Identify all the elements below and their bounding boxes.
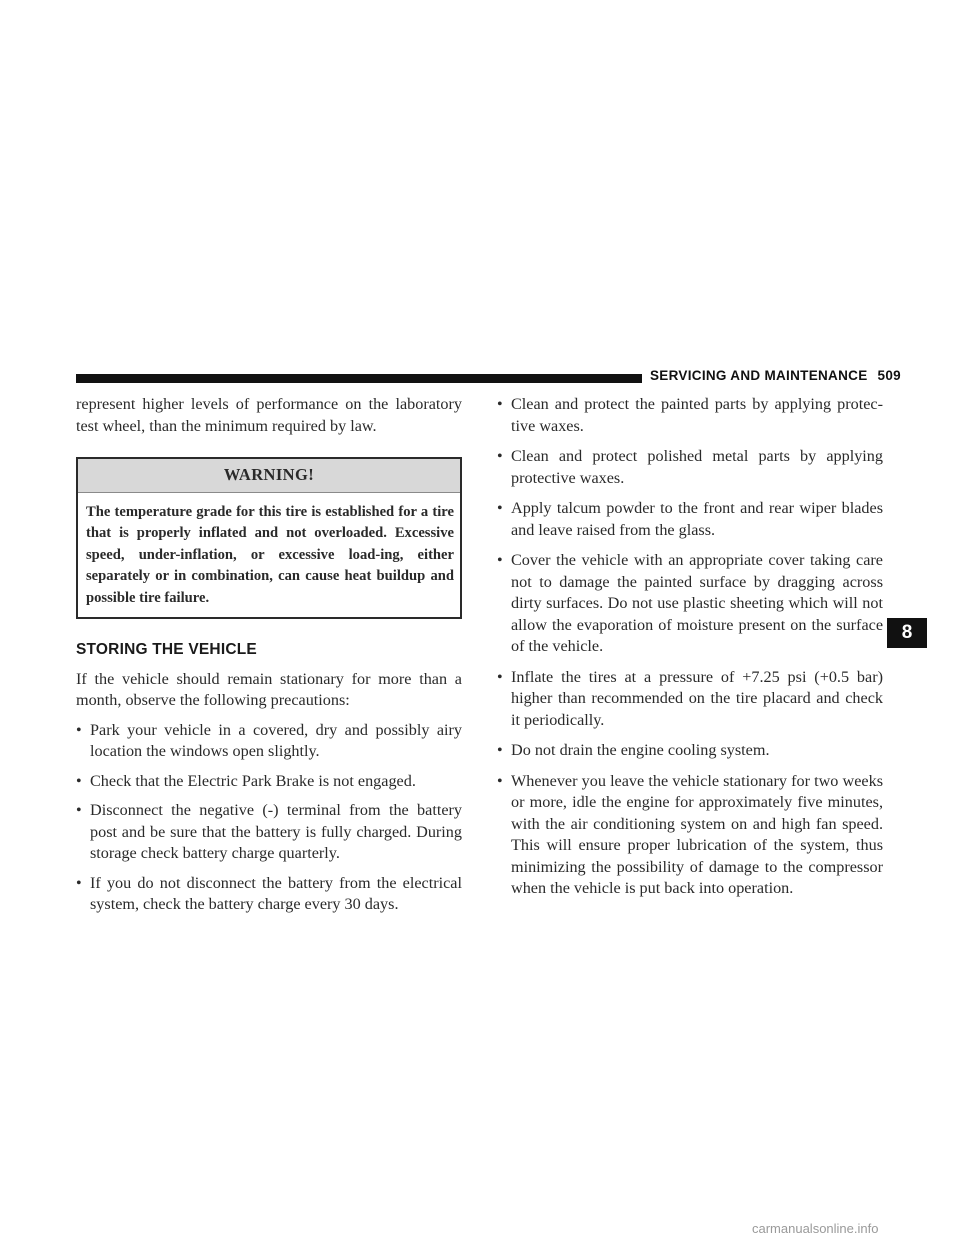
- watermark: carmanualsonline.info: [752, 1221, 879, 1236]
- list-item: [76, 720, 462, 763]
- list-item: [76, 800, 462, 865]
- list-item: [497, 667, 883, 732]
- header-rule: [76, 374, 642, 383]
- bullet-icon: •: [497, 742, 503, 759]
- list-item-text: Cover the vehicle with an appropriate cover taking care not to damage the painted surface by dragging across dirty surfaces. Do not use plastic sheeting which will not allow the evaporation of moisture present on the surface of the vehicle.: [511, 551, 883, 655]
- chapter-tab: 8: [887, 618, 927, 648]
- running-header: [650, 368, 901, 383]
- bullet-icon: •: [497, 396, 503, 413]
- list-item: [497, 740, 883, 762]
- list-item-text: Whenever you leave the vehicle stationary for two weeks or more, idle the engine for approximately five minutes, with the air conditioning system on and high fan speed. This will ensure proper lubrication of the system, thus minimizing the possibility of damage to the compressor when the vehicle is put back into operation.: [511, 771, 883, 897]
- section-intro: If the vehicle should remain stationary for more than a month, observe the following precautions:: [76, 669, 462, 709]
- storage-precautions-list-continued: [497, 394, 883, 900]
- list-item: [497, 394, 883, 437]
- list-item-text: Check that the Electric Park Brake is not engaged.: [90, 771, 416, 790]
- left-column: [76, 394, 462, 916]
- page-number: 509: [877, 368, 901, 383]
- bullet-icon: •: [497, 668, 503, 686]
- bullet-icon: •: [76, 802, 82, 819]
- list-item-text: Park your vehicle in a covered, dry and possibly airy location the windows open slightly.: [90, 720, 462, 760]
- section-heading: STORING THE VEHICLE: [76, 641, 257, 658]
- list-item: [76, 873, 462, 916]
- bullet-icon: •: [497, 448, 503, 465]
- list-item-text: Do not drain the engine cooling system.: [511, 741, 770, 759]
- bullet-icon: •: [497, 500, 503, 517]
- list-item: [76, 771, 462, 793]
- list-item: [497, 446, 883, 489]
- bullet-icon: •: [497, 552, 503, 569]
- continued-paragraph: represent higher levels of performance on the laboratory test wheel, than the minimum required by law.: [76, 395, 462, 435]
- list-item-text: Clean and protect polished metal parts by applying protective waxes.: [511, 447, 883, 487]
- list-item: [497, 771, 883, 900]
- warning-body: The temperature grade for this tire is established for a tire that is properly inflated and not overloaded. Excessive speed, under-inflation, or excessive load-ing, either separately or in combination, can cause heat buildup and possible tire failure.: [86, 503, 454, 606]
- warning-title: WARNING!: [78, 459, 460, 493]
- list-item: [497, 498, 883, 541]
- list-item-text: Inflate the tires at a pressure of +7.25 psi (+0.5 bar) higher than recommended on the tire placard and check it periodically.: [511, 667, 883, 729]
- list-item-text: Clean and protect the painted parts by applying protec-tive waxes.: [511, 395, 883, 435]
- list-item-text: Apply talcum powder to the front and rear wiper blades and leave raised from the glass.: [511, 499, 883, 539]
- bullet-icon: •: [497, 772, 503, 790]
- right-column: [497, 394, 883, 909]
- bullet-icon: •: [76, 721, 82, 739]
- section-title: SERVICING AND MAINTENANCE: [650, 368, 868, 383]
- list-item-text: Disconnect the negative (-) terminal from the battery post and be sure that the battery is fully charged. During storage check battery charge quarterly.: [90, 801, 462, 862]
- warning-box: [76, 457, 462, 619]
- storage-precautions-list: [76, 720, 462, 916]
- list-item-text: If you do not disconnect the battery from the electrical system, check the battery charge every 30 days.: [90, 873, 462, 913]
- bullet-icon: •: [76, 874, 82, 892]
- list-item: [497, 550, 883, 658]
- bullet-icon: •: [76, 772, 82, 790]
